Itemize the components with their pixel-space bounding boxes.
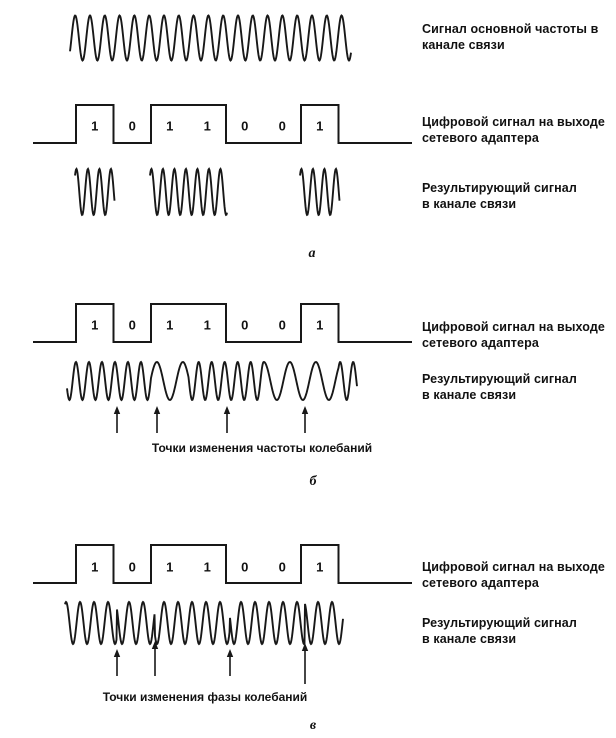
frequency-change-annotation: Точки изменения частоты колебаний <box>151 441 373 455</box>
bit-label: 0 <box>128 559 136 575</box>
bit-label: 0 <box>241 559 249 575</box>
frequency-change-arrow-head <box>224 406 230 414</box>
digital-signal-label-c-line2: сетевого адаптера <box>422 575 539 590</box>
digital-signal-b <box>33 304 412 342</box>
result-signal-label-a <box>422 181 612 212</box>
frequency-change-arrow-head <box>114 406 120 414</box>
digital-signal-a <box>33 105 412 143</box>
bit-label: 0 <box>278 317 286 333</box>
result-signal-label-a-line2: в канале связи <box>422 196 517 211</box>
frequency-change-arrow-head <box>154 406 160 414</box>
bit-label: 1 <box>91 559 99 575</box>
digital-signal-label-a <box>422 115 612 146</box>
bit-label: 1 <box>166 559 174 575</box>
digital-signal-label-c-line1: Цифровой сигнал на выходе <box>422 560 605 574</box>
result-signal-label-b-line1: Результирующий сигнал <box>422 372 577 386</box>
digital-signal-label-b-line2: сетевого адаптера <box>422 335 539 350</box>
pm-result-wave <box>65 602 343 644</box>
bit-label: 1 <box>203 118 211 134</box>
bit-label: 0 <box>278 118 286 134</box>
phase-change-annotation: Точки изменения фазы колебаний <box>102 690 308 704</box>
am-result-wave <box>75 169 115 215</box>
am-result-wave <box>150 169 227 215</box>
frequency-change-arrow-head <box>302 406 308 414</box>
phase-change-arrow-head <box>302 643 308 651</box>
carrier-wave <box>70 16 351 61</box>
bit-label: 1 <box>203 317 211 333</box>
fm-result-wave <box>67 362 357 400</box>
bit-label: 1 <box>91 118 99 134</box>
digital-signal-c <box>33 545 412 583</box>
bit-label: 1 <box>203 559 211 575</box>
digital-signal-label-a-line2: сетевого адаптера <box>422 130 539 145</box>
digital-signal-label-b-line1: Цифровой сигнал на выходе <box>422 320 605 334</box>
carrier-signal-label-line1: Сигнал основной частоты в <box>422 22 599 36</box>
carrier-signal-label-line2: канале связи <box>422 37 505 52</box>
bit-label: 1 <box>316 559 324 575</box>
digital-signal-label-a-line1: Цифровой сигнал на выходе <box>422 115 605 129</box>
result-signal-label-c <box>422 616 612 647</box>
result-signal-label-c-line1: Результирующий сигнал <box>422 616 577 630</box>
bit-label: 1 <box>166 118 174 134</box>
result-signal-label-c-line2: в канале связи <box>422 631 517 646</box>
phase-change-arrow-head <box>227 649 233 657</box>
bit-label: 1 <box>316 118 324 134</box>
section-marker-b: б <box>309 474 317 489</box>
result-signal-label-b-line2: в канале связи <box>422 387 517 402</box>
bit-label: 0 <box>128 118 136 134</box>
bit-label: 0 <box>241 317 249 333</box>
bit-label: 1 <box>316 317 324 333</box>
bit-label: 0 <box>128 317 136 333</box>
digital-signal-label-b <box>422 320 612 351</box>
phase-change-arrow-head <box>114 649 120 657</box>
result-signal-label-a-line1: Результирующий сигнал <box>422 181 577 195</box>
bit-label: 0 <box>278 559 286 575</box>
bit-label: 1 <box>91 317 99 333</box>
section-marker-a: а <box>308 246 316 261</box>
bit-label: 1 <box>166 317 174 333</box>
section-marker-c: в <box>309 718 317 733</box>
bit-label: 0 <box>241 118 249 134</box>
carrier-signal-label <box>422 22 612 53</box>
digital-signal-label-c <box>422 560 612 591</box>
am-result-wave <box>300 169 340 215</box>
result-signal-label-b <box>422 372 612 403</box>
